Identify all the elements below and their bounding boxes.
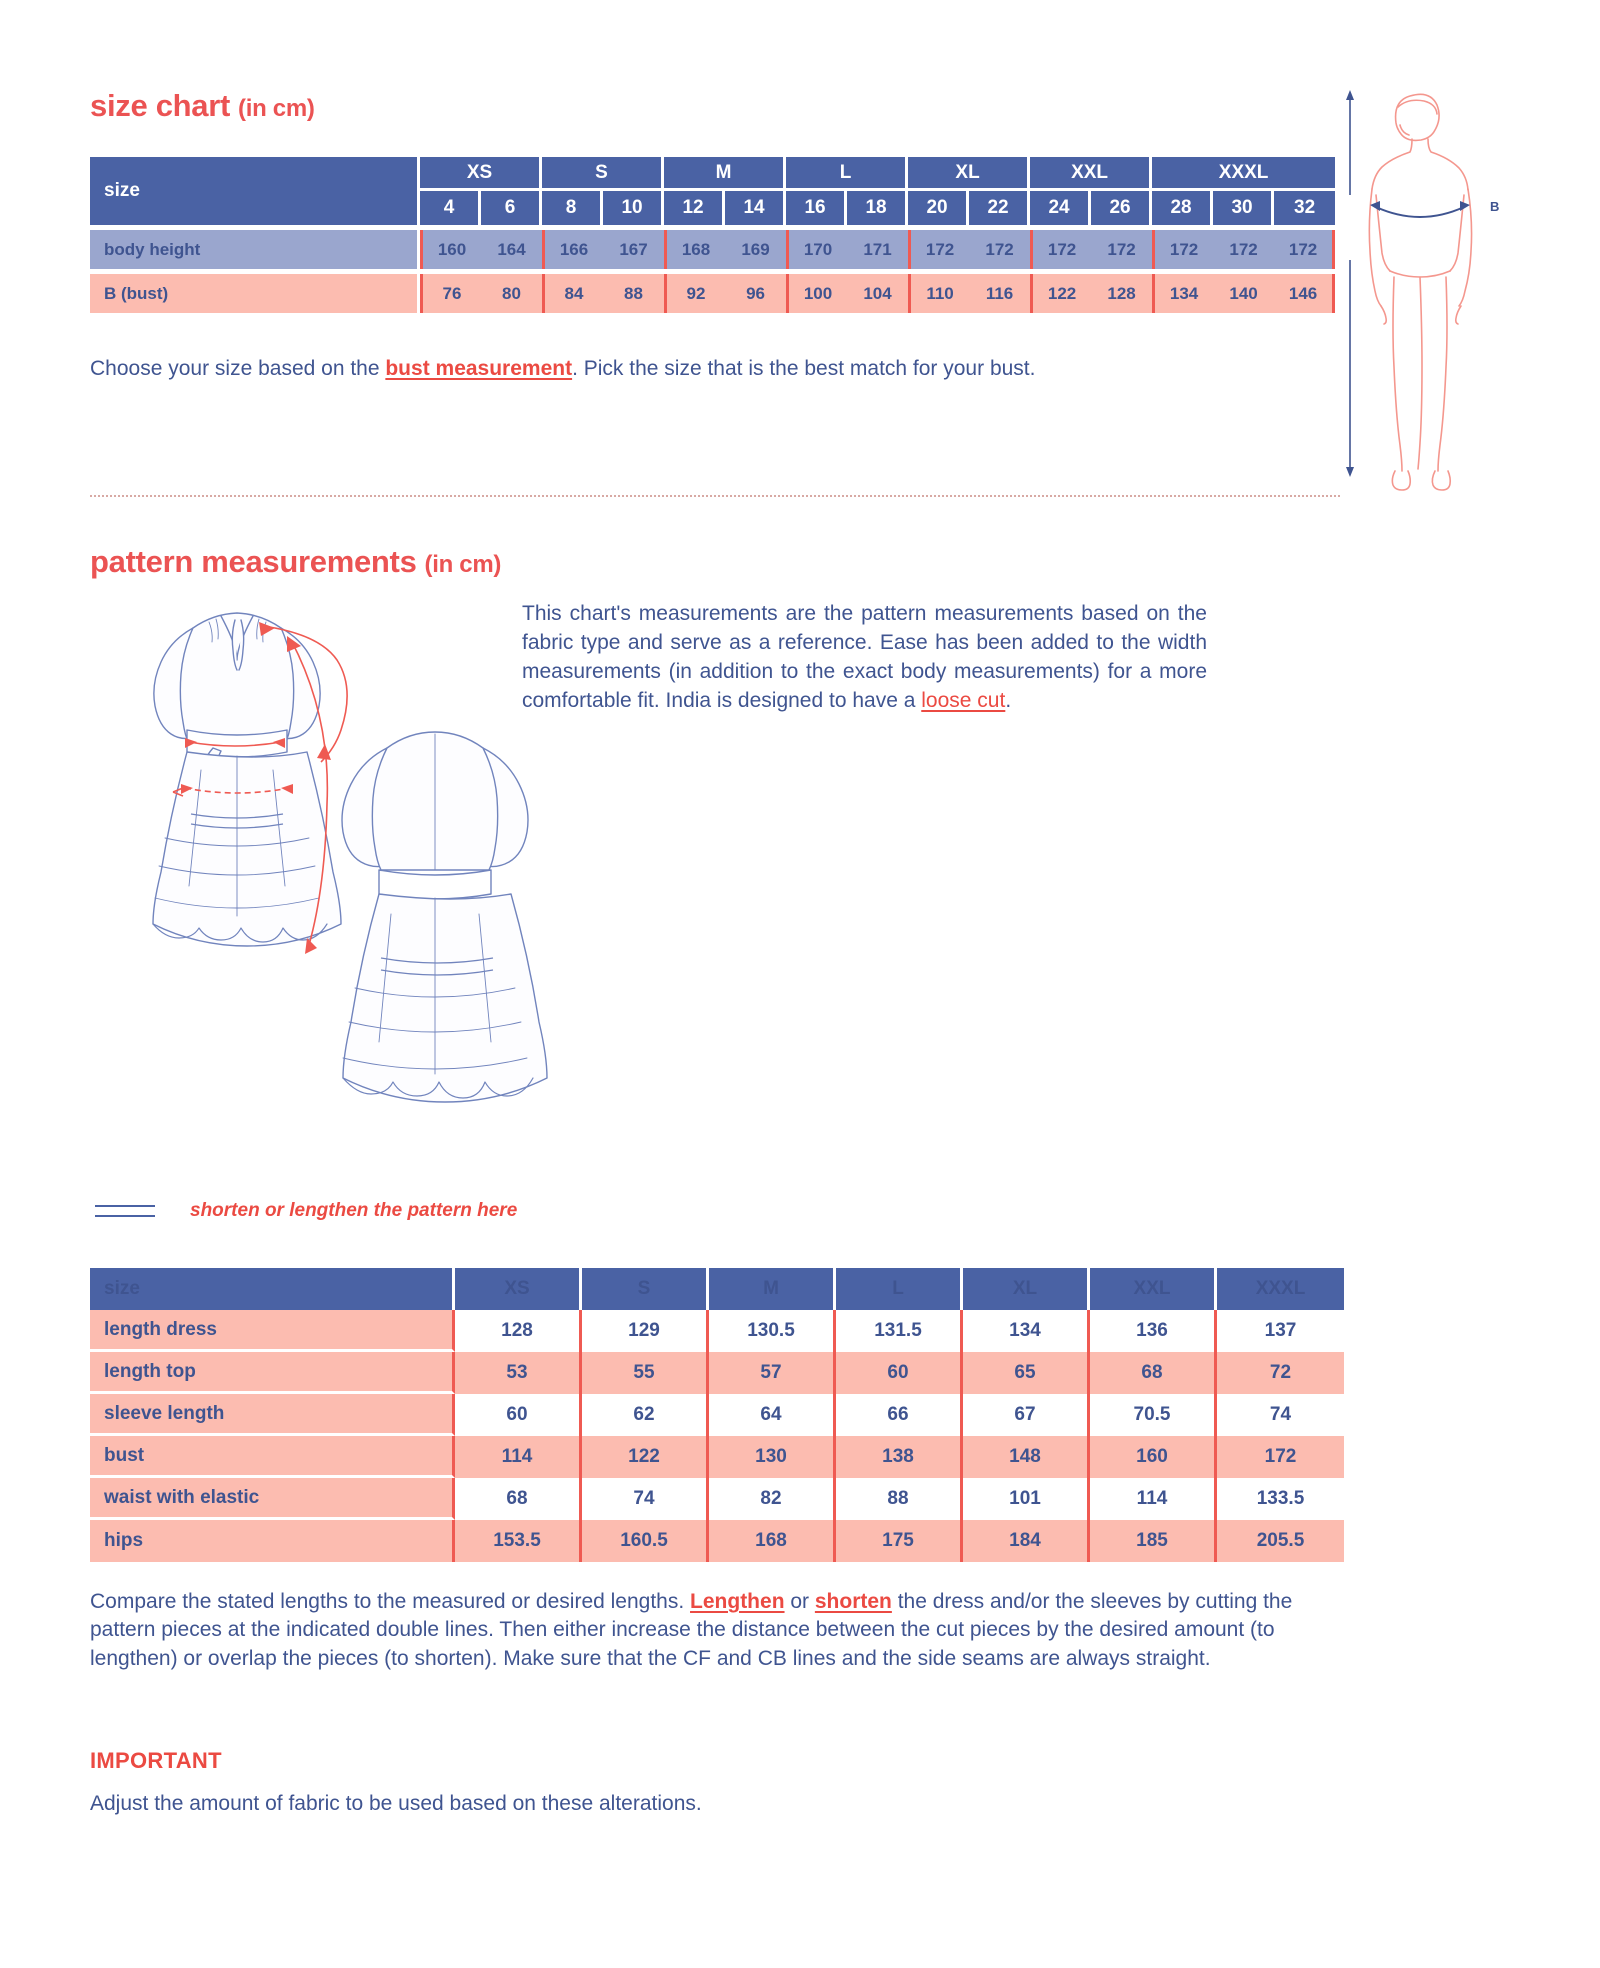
cell-body-height-22: 172 — [969, 230, 1030, 269]
cell-waist-s: 74 — [582, 1478, 709, 1520]
cell-bust-12: 92 — [664, 274, 725, 313]
pattern-heading-main: pattern measurements — [90, 544, 417, 579]
compare-text-2: the dress and/or the sleeves by cutting the pattern pieces at the indicated double lines. Then either increase the distance between the cut pieces by the desired amount (to lengthen) or overlap the pieces (to shorten). Make sure that the CF and CB lines and the side seams are always straight. — [90, 1590, 1293, 1670]
cell-bust-xl: 148 — [963, 1436, 1090, 1478]
cell-body-height-28: 172 — [1152, 230, 1213, 269]
size-chart-size-label: size — [90, 157, 420, 225]
cell-length-dress-xl: 134 — [963, 1310, 1090, 1352]
cell-length-dress-m: 130.5 — [709, 1310, 836, 1352]
cell-bust-s: 122 — [582, 1436, 709, 1478]
cell-bust-xxl: 160 — [1090, 1436, 1217, 1478]
cell-waist-m: 82 — [709, 1478, 836, 1520]
dress-technical-flats-icon — [85, 580, 705, 1180]
numeric-size-10: 10 — [603, 191, 664, 225]
table-row-bust — [90, 274, 1335, 313]
cell-sleeve-length-xs: 60 — [455, 1394, 582, 1436]
cell-body-height-16: 170 — [786, 230, 847, 269]
compare-text-mid: or — [784, 1590, 815, 1613]
cell-bust-14: 96 — [725, 274, 786, 313]
important-paragraph: Adjust the amount of fabric to be used based on these alterations. — [90, 1792, 702, 1815]
size-header-xs: XS — [420, 157, 542, 191]
numeric-size-24: 24 — [1030, 191, 1091, 225]
pattern-measurements-heading — [90, 544, 501, 580]
pattern-table-header — [90, 1268, 1344, 1310]
cell-body-height-32: 172 — [1274, 230, 1335, 269]
pattern-size-label: size — [90, 1268, 455, 1310]
size-chart-note — [90, 355, 1350, 383]
cell-bust-8: 84 — [542, 274, 603, 313]
cell-sleeve-length-xxl: 70.5 — [1090, 1394, 1217, 1436]
section-divider — [90, 495, 1340, 497]
numeric-size-20: 20 — [908, 191, 969, 225]
size-chart-heading-main: size chart — [90, 88, 231, 123]
cell-sleeve-length-l: 66 — [836, 1394, 963, 1436]
cell-hips-xxxl: 205.5 — [1217, 1520, 1344, 1562]
pattern-header-m: M — [709, 1268, 836, 1310]
pattern-label-sleeve-length: sleeve length — [90, 1394, 455, 1436]
cell-bust-xs: 114 — [455, 1436, 582, 1478]
cell-length-dress-xs: 128 — [455, 1310, 582, 1352]
cell-bust-32: 146 — [1274, 274, 1335, 313]
pattern-label-length-top: length top — [90, 1352, 455, 1394]
cell-waist-xxl: 114 — [1090, 1478, 1217, 1520]
note-text-before: Choose your size based on the — [90, 357, 386, 380]
size-header-s: S — [542, 157, 664, 191]
cell-bust-30: 140 — [1213, 274, 1274, 313]
numeric-size-22: 22 — [969, 191, 1030, 225]
table-row-waist-with-elastic — [90, 1478, 1344, 1520]
cell-waist-xxxl: 133.5 — [1217, 1478, 1344, 1520]
cell-bust-28: 134 — [1152, 274, 1213, 313]
cell-bust-26: 128 — [1091, 274, 1152, 313]
pattern-label-waist-with-elastic: waist with elastic — [90, 1478, 455, 1520]
cell-body-height-10: 167 — [603, 230, 664, 269]
pattern-header-xxxl: XXXL — [1217, 1268, 1344, 1310]
cell-waist-xl: 101 — [963, 1478, 1090, 1520]
cell-hips-xxl: 185 — [1090, 1520, 1217, 1562]
numeric-size-28: 28 — [1152, 191, 1213, 225]
numeric-size-30: 30 — [1213, 191, 1274, 225]
cell-length-top-s: 55 — [582, 1352, 709, 1394]
shorten-link[interactable]: shorten — [814, 1590, 892, 1613]
cell-sleeve-length-s: 62 — [582, 1394, 709, 1436]
numeric-size-32: 32 — [1274, 191, 1335, 225]
cell-waist-l: 88 — [836, 1478, 963, 1520]
cell-bust-l: 138 — [836, 1436, 963, 1478]
numeric-size-12: 12 — [664, 191, 725, 225]
numeric-size-26: 26 — [1091, 191, 1152, 225]
cell-length-top-m: 57 — [709, 1352, 836, 1394]
female-silhouette-icon — [1340, 85, 1540, 505]
figure-marker-b: B — [1490, 199, 1500, 214]
table-row-hips — [90, 1520, 1344, 1562]
pattern-heading-sub: (in cm) — [424, 551, 502, 578]
size-chart-header-sizes — [90, 157, 1335, 191]
cell-bust-22: 116 — [969, 274, 1030, 313]
cell-bust-20: 110 — [908, 274, 969, 313]
cell-hips-l: 175 — [836, 1520, 963, 1562]
size-header-xxxl: XXXL — [1152, 157, 1335, 191]
cell-bust-10: 88 — [603, 274, 664, 313]
intro-text-before: This chart's measurements are the pattern measurements based on the fabric type and serve as a reference. Ease has been added to the width measurements (in addition to the exact body measurements) for a more comfortable fit. India is designed to have a — [522, 602, 1207, 712]
cell-body-height-30: 172 — [1213, 230, 1274, 269]
cell-length-dress-xxl: 136 — [1090, 1310, 1217, 1352]
cell-body-height-14: 169 — [725, 230, 786, 269]
pattern-header-xl: XL — [963, 1268, 1090, 1310]
cell-length-top-l: 60 — [836, 1352, 963, 1394]
cell-body-height-12: 168 — [664, 230, 725, 269]
cell-length-dress-l: 131.5 — [836, 1310, 963, 1352]
body-figure-diagram — [1340, 85, 1540, 505]
cell-waist-xs: 68 — [455, 1478, 582, 1520]
cell-body-height-6: 164 — [481, 230, 542, 269]
row-label-body-height: body height — [90, 230, 420, 269]
cell-body-height-26: 172 — [1091, 230, 1152, 269]
compare-paragraph — [90, 1588, 1355, 1673]
row-label-bust: B (bust) — [90, 274, 420, 313]
pattern-header-s: S — [582, 1268, 709, 1310]
cell-body-height-20: 172 — [908, 230, 969, 269]
cell-hips-s: 160.5 — [582, 1520, 709, 1562]
pattern-label-hips: hips — [90, 1520, 455, 1562]
cell-body-height-18: 171 — [847, 230, 908, 269]
pattern-label-length-dress: length dress — [90, 1310, 455, 1352]
pattern-label-bust: bust — [90, 1436, 455, 1478]
bust-measurement-link[interactable]: bust measurement — [385, 357, 573, 380]
cell-length-dress-s: 129 — [582, 1310, 709, 1352]
cell-bust-6: 80 — [481, 274, 542, 313]
compare-text-1: Compare the stated lengths to the measured or desired lengths. — [90, 1590, 691, 1613]
table-row-length-dress — [90, 1310, 1344, 1352]
numeric-size-4: 4 — [420, 191, 481, 225]
cell-body-height-4: 160 — [420, 230, 481, 269]
double-line-icon — [95, 1205, 155, 1217]
cell-length-top-xxxl: 72 — [1217, 1352, 1344, 1394]
cell-bust-18: 104 — [847, 274, 908, 313]
numeric-size-16: 16 — [786, 191, 847, 225]
pattern-legend — [95, 1200, 517, 1222]
cell-sleeve-length-m: 64 — [709, 1394, 836, 1436]
note-text-after: . Pick the size that is the best match for your bust. — [572, 357, 1036, 380]
important-heading: IMPORTANT — [90, 1748, 222, 1773]
numeric-size-6: 6 — [481, 191, 542, 225]
table-row-sleeve-length — [90, 1394, 1344, 1436]
cell-bust-4: 76 — [420, 274, 481, 313]
cell-bust-16: 100 — [786, 274, 847, 313]
size-header-m: M — [664, 157, 786, 191]
cell-hips-xl: 184 — [963, 1520, 1090, 1562]
cell-length-top-xxl: 68 — [1090, 1352, 1217, 1394]
cell-bust-m: 130 — [709, 1436, 836, 1478]
cell-hips-m: 168 — [709, 1520, 836, 1562]
size-header-xxl: XXL — [1030, 157, 1152, 191]
loose-cut-link[interactable]: loose cut — [921, 688, 1006, 712]
cell-sleeve-length-xl: 67 — [963, 1394, 1090, 1436]
cell-body-height-8: 166 — [542, 230, 603, 269]
table-row-body-height — [90, 230, 1335, 269]
cell-sleeve-length-xxxl: 74 — [1217, 1394, 1344, 1436]
cell-bust-xxxl: 172 — [1217, 1436, 1344, 1478]
cell-length-dress-xxxl: 137 — [1217, 1310, 1344, 1352]
cell-length-top-xl: 65 — [963, 1352, 1090, 1394]
size-chart-table — [90, 157, 1335, 313]
cell-bust-24: 122 — [1030, 274, 1091, 313]
size-header-l: L — [786, 157, 908, 191]
cell-body-height-24: 172 — [1030, 230, 1091, 269]
pattern-header-xs: XS — [455, 1268, 582, 1310]
size-header-xl: XL — [908, 157, 1030, 191]
numeric-size-14: 14 — [725, 191, 786, 225]
lengthen-link[interactable]: Lengthen — [690, 1590, 785, 1613]
numeric-size-18: 18 — [847, 191, 908, 225]
cell-hips-xs: 153.5 — [455, 1520, 582, 1562]
legend-label: shorten or lengthen the pattern here — [190, 1200, 518, 1221]
table-row-length-top — [90, 1352, 1344, 1394]
pattern-header-l: L — [836, 1268, 963, 1310]
technical-drawings — [85, 580, 705, 1180]
table-row-bust — [90, 1436, 1344, 1478]
numeric-size-8: 8 — [542, 191, 603, 225]
pattern-header-xxl: XXL — [1090, 1268, 1217, 1310]
cell-length-top-xs: 53 — [455, 1352, 582, 1394]
size-chart-heading — [90, 88, 315, 124]
size-chart-heading-sub: (in cm) — [238, 95, 315, 122]
intro-text-after: . — [1005, 688, 1012, 712]
pattern-measurements-table — [90, 1268, 1344, 1562]
